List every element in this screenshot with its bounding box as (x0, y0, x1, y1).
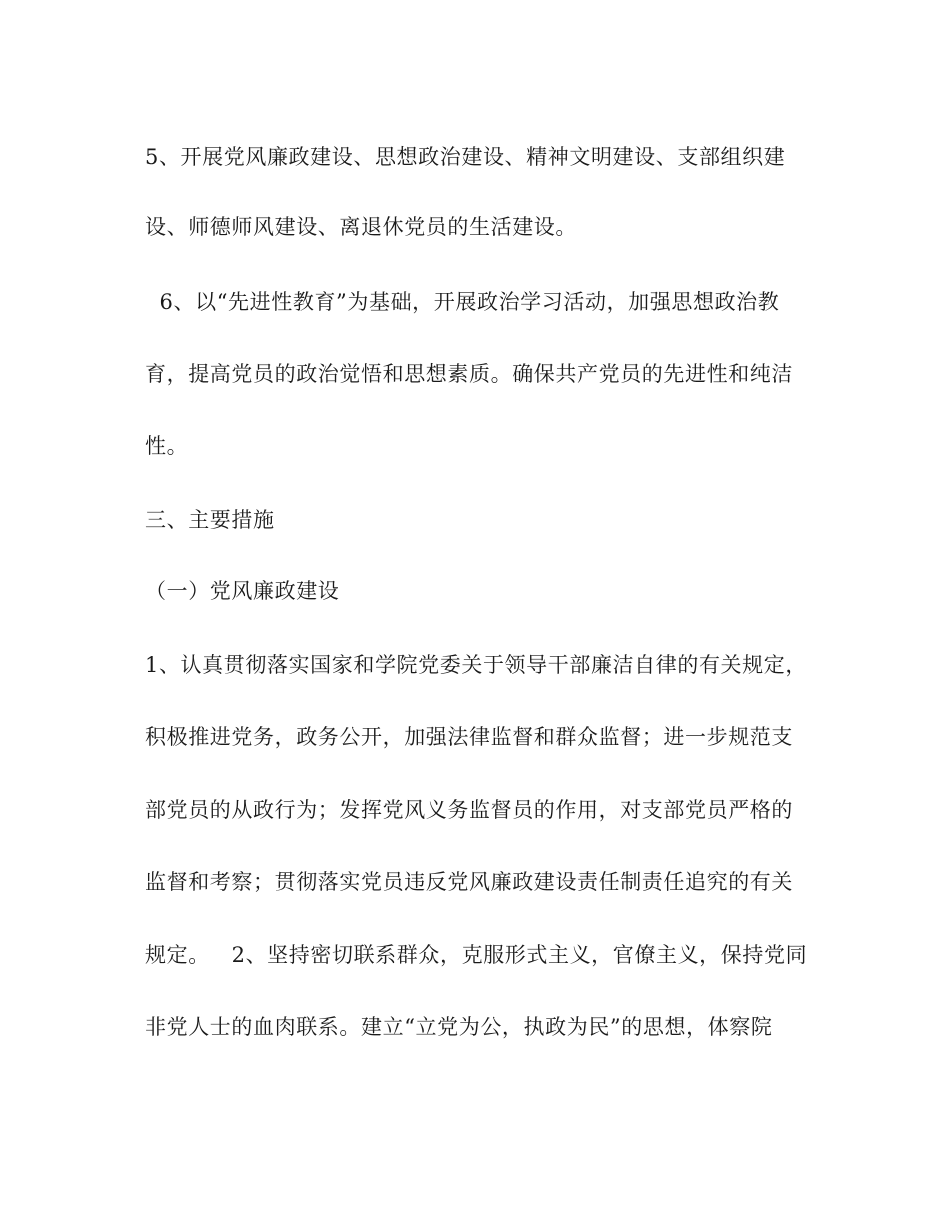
text-line: 1、认真贯彻落实国家和学院党委关于领导干部廉洁自律的有关规定， (145, 653, 807, 677)
text-line: 部党员的从政行为；发挥党风义务监督员的作用，对支部党员严格的 (145, 798, 793, 822)
subsection-heading: （一）党风廉政建设 (145, 579, 340, 603)
section-heading: 三、主要措施 (145, 508, 275, 532)
text-line: 性。 (145, 434, 189, 458)
text-line: 积极推进党务，政务公开，加强法律监督和群众监督；进一步规范支 (145, 725, 793, 749)
text-line: 监督和考察；贯彻落实党员违反党风廉政建设责任制责任追究的有关 (145, 870, 793, 894)
text-line: 非党人士的血肉联系。建立“立党为公，执政为民”的思想，体察院 (145, 1015, 773, 1039)
text-line: 设、师德师风建设、离退休党员的生活建设。 (145, 215, 577, 239)
text-line: 育，提高党员的政治觉悟和思想素质。确保共产党员的先进性和纯洁 (145, 362, 793, 386)
text-line: 5、开展党风廉政建设、思想政治建设、精神文明建设、支部组织建 (145, 145, 786, 169)
text-line: 规定。 2、坚持密切联系群众，克服形式主义，官僚主义，保持党同 (145, 943, 808, 967)
text-line: 6、以“先进性教育”为基础，开展政治学习活动，加强思想政治教 (145, 290, 780, 314)
